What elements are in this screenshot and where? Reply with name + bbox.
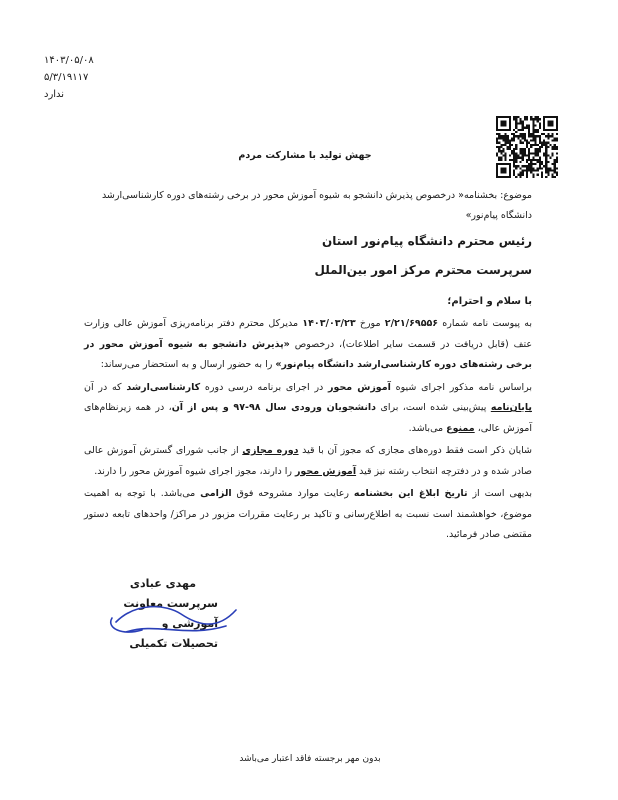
signatory-title-2: تحصیلات تکمیلی (129, 637, 218, 650)
body-text: براساس نامه مذکور اجرای شیوه (390, 381, 533, 393)
signatory-title-1: سرپرست معاونت آموزشی و (123, 597, 218, 630)
signature-scribble (96, 592, 256, 642)
body-text: مورخ (355, 318, 385, 329)
body-text: از جانب شورای گسترش آموزش عالی صادر شده و در دفترچه انتخاب رشته نیز قید (84, 445, 532, 477)
recipient-line-2: سرپرست محترم مرکز امور بین‌الملل (314, 263, 532, 277)
body-text: رعایت موارد مشروحه فوق (231, 488, 354, 499)
body-text: مدیرکل محترم دفتر برنامه‌ریزی آموزش عالی وزارت عتف (قابل دریافت در قسمت سایر اطلاعات)، درخصوص (84, 318, 532, 350)
body-paragraph-3 (84, 441, 532, 482)
letter-date: ۱۴۰۳/۰۵/۰۸ (44, 55, 94, 66)
body-text: که در آن (84, 381, 127, 393)
body-text: را دارند، مجوز اجرای شیوه آموزش محور را دارند. (94, 465, 295, 477)
body-text: شایان ذکر است فقط دوره‌های مجازی که مجوز آن با قید (298, 445, 533, 456)
emphasis-text: آموزش محور (328, 381, 391, 393)
emphasis-text: الزامی (200, 488, 232, 499)
body-text: می‌باشد. با توجه به اهمیت موضوع، خواهشمند است نسبت به اطلاع‌رسانی و تاکید بر رعایت مقررات مزبور در مراکز/ واحدهای تابعه دستور مقتضی صادر فرمائید. (84, 488, 532, 540)
footer-note: بدون مهر برجسته فاقد اعتبار می‌باشد (239, 754, 381, 764)
emphasis-text: دانشجویان ورودی سال ۹۸-۹۷ و پس از آن (171, 402, 377, 413)
emphasis-text: ممنوع (446, 422, 475, 434)
letter-number: ۵/۳/۱۹۱۱۷ (44, 72, 89, 83)
body-paragraph-2 (84, 378, 532, 440)
body-text: به پیوست نامه شماره (438, 318, 533, 329)
letter-subject: موضوع: بخشنامه« درخصوص پذیرش دانشجو به شیوه آموزش محور در برخی رشته‌های دوره کارشناسی‌ارشد دانشگاه پیام‌نور» (101, 190, 532, 221)
body-text: را به حضور ارسال و به استحضار می‌رساند: (100, 359, 276, 370)
letter-body (84, 314, 532, 546)
reference-date: ۱۴۰۳/۰۳/۲۳ (302, 318, 356, 329)
emphasis-text: پایان‌نامه (490, 402, 532, 413)
signatory-name: مهدی عبادی (129, 577, 197, 590)
reference-title: «پذیرش دانشجو به شیوه آموزش محور در برخی رشته‌های دوره کارشناسی‌ارشد دانشگاه پیام‌نور» (84, 338, 532, 370)
body-text: ، در همه زیرنظام‌های آموزش عالی، (84, 402, 532, 434)
emphasis-text: تاریخ ابلاغ این بخشنامه (353, 488, 468, 499)
body-paragraph-1 (84, 314, 532, 376)
emphasis-text: کارشناسی‌ارشد (126, 381, 201, 393)
emphasis-text: دوره مجازی (242, 445, 299, 456)
body-text: در اجرای برنامه درسی دوره (200, 381, 329, 393)
body-text: می‌باشد. (408, 422, 447, 434)
qr-code-icon (496, 116, 558, 178)
motto: جهش تولید با مشارکت مردم (238, 150, 372, 161)
emphasis-text: آموزش محور (294, 465, 357, 477)
body-paragraph-4 (84, 484, 532, 546)
recipient-line-1: رئیس محترم دانشگاه پیام‌نور استان (322, 234, 532, 248)
reference-number: ۲/۲۱/۶۹۵۵۶ (384, 318, 439, 329)
body-text: پیش‌بینی شده است، برای (376, 402, 491, 413)
letter-attachment: ندارد (44, 89, 65, 100)
letter-meta (44, 52, 124, 103)
greeting: با سلام و احترام؛ (447, 296, 532, 307)
body-text: بدیهی است از (467, 488, 532, 499)
